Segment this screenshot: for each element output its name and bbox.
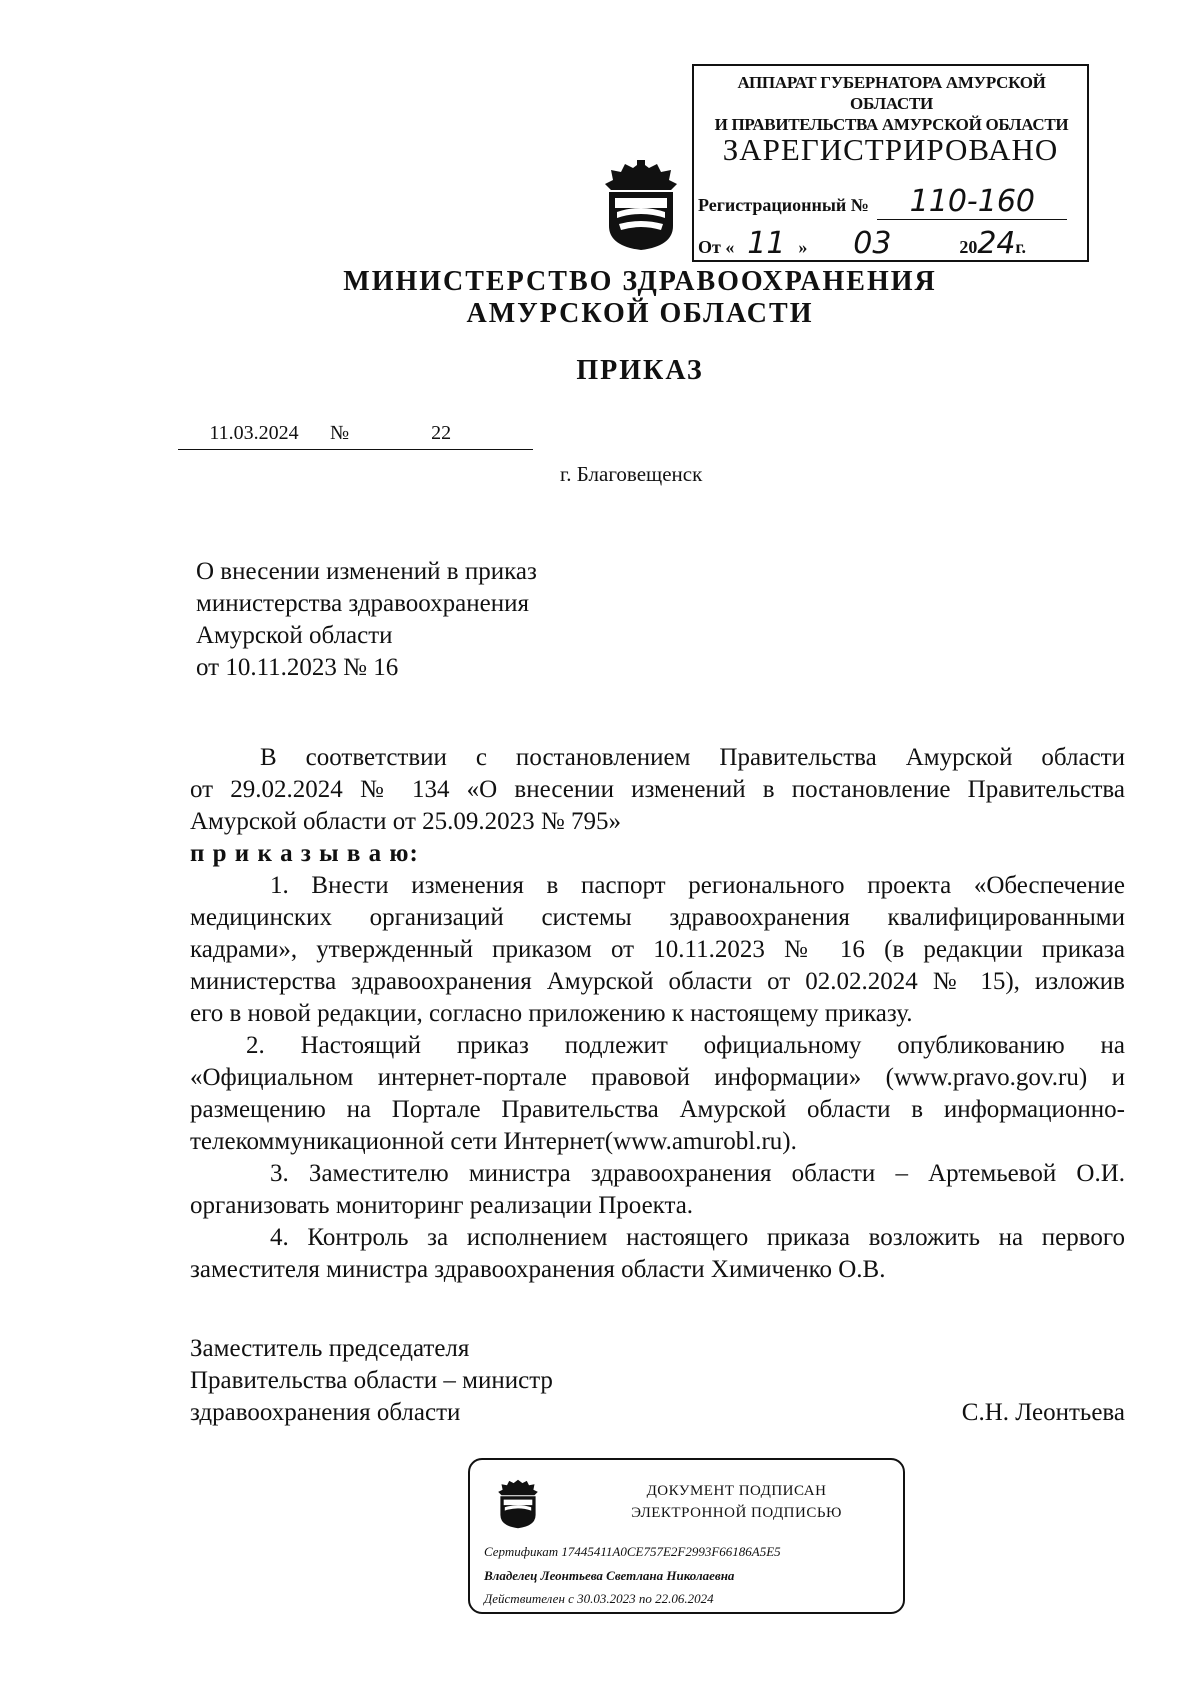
stamp-date-close: » (798, 237, 808, 257)
ministry-name-line2: АМУРСКОЙ ОБЛАСТИ (466, 298, 814, 329)
document-date-number (178, 416, 533, 450)
document-type: ПРИКАЗ (576, 355, 704, 386)
item4-line: 4. Контроль за исполнением настоящего приказа возложить на первого (270, 1224, 1125, 1251)
subject-line: министерства здравоохранения (196, 590, 529, 617)
number-label: № (330, 417, 349, 450)
item2-line: 2. Настоящий приказ подлежит официальному опубликованию на (246, 1032, 1125, 1059)
preamble-line: В соответствии с постановлением Правительства Амурской области (260, 744, 1125, 771)
item2-line: размещению на Портале Правительства Амурской области в информационно- (190, 1096, 1125, 1123)
item2-line: «Официальном интернет-портале правовой информации» (www.pravo.gov.ru) и (190, 1064, 1125, 1091)
esig-owner: Владелец Леонтьева Светлана Николаевна (484, 1568, 735, 1583)
stamp-date-month: 03 (807, 226, 937, 262)
stamp-date-open: От « (698, 237, 735, 257)
document-date: 11.03.2024 (178, 417, 330, 450)
item1-line: министерства здравоохранения Амурской области от 02.02.2024 № 15), изложив (190, 968, 1125, 995)
preamble-line: от 29.02.2024 № 134 «О внесении изменений в постановление Правительства (190, 776, 1125, 803)
coat-of-arms-icon (601, 160, 681, 252)
ministry-name-line1: МИНИСТЕРСТВО ЗДРАВООХРАНЕНИЯ (343, 266, 937, 297)
item2-line: телекоммуникационной сети Интернет(www.amurobl.ru). (190, 1128, 797, 1155)
esig-heading (580, 1480, 893, 1524)
stamp-number-value: 110-160 (877, 184, 1067, 220)
stamp-date-year-prefix: 20 (959, 237, 978, 257)
registration-stamp (692, 64, 1089, 262)
order-word: п р и к а з ы в а ю: (190, 840, 419, 867)
signatory-position-line: Правительства области – министр (190, 1367, 553, 1394)
item3-line: 3. Заместителю министра здравоохранения области – Артемьевой О.И. (270, 1160, 1125, 1187)
coat-of-arms-icon (496, 1476, 540, 1532)
subject-line: от 10.11.2023 № 16 (196, 654, 399, 681)
stamp-org-line2: И ПРАВИТЕЛЬСТВА АМУРСКОЙ ОБЛАСТИ (714, 115, 1069, 134)
stamp-number-label: Регистрационный № (698, 195, 869, 215)
stamp-date-row (698, 226, 1086, 262)
body-text (190, 742, 1125, 1286)
item1-line: его в новой редакции, согласно приложению к настоящему приказу. (190, 1000, 913, 1027)
signatory-position (190, 1333, 710, 1429)
electronic-signature-stamp (468, 1458, 905, 1614)
item4-line: заместителя министра здравоохранения области Химиченко О.В. (190, 1256, 886, 1283)
esig-certificate: Сертификат 17445411A0CE757E2F2993F66186A5E5 (484, 1544, 781, 1559)
subject-block (196, 556, 696, 684)
stamp-org-line1: АППАРАТ ГУБЕРНАТОРА АМУРСКОЙ ОБЛАСТИ (737, 73, 1046, 113)
esig-heading-line2: ЭЛЕКТРОННОЙ ПОДПИСЬЮ (631, 1505, 842, 1521)
document-number: 22 (349, 417, 533, 450)
item1-line: кадрами», утвержденный приказом от 10.11.2023 № 16 (в редакции приказа (190, 936, 1125, 963)
subject-line: О внесении изменений в приказ (196, 558, 537, 585)
item3-line: организовать мониторинг реализации Проекта. (190, 1192, 694, 1219)
stamp-status: ЗАРЕГИСТРИРОВАНО (722, 132, 1059, 167)
esig-heading-line1: ДОКУМЕНТ ПОДПИСАН (646, 1483, 827, 1499)
item1-line: медицинских организаций системы здравоохранения квалифицированными (190, 904, 1125, 931)
document-city: г. Благовещенск (560, 462, 703, 486)
signatory-name: С.Н. Леонтьева (961, 1399, 1125, 1426)
stamp-date-suffix: г. (1015, 237, 1026, 257)
esig-validity: Действителен с 30.03.2023 по 22.06.2024 (484, 1591, 714, 1606)
preamble-line: Амурской области от 25.09.2023 № 795» (190, 808, 621, 835)
item1-line: 1. Внести изменения в паспорт регионального проекта «Обеспечение (270, 872, 1125, 899)
stamp-number-row (698, 184, 1067, 220)
signatory-position-line: здравоохранения области (190, 1399, 461, 1426)
signatory-position-line: Заместитель председателя (190, 1335, 470, 1362)
stamp-date-day: 11 (734, 226, 798, 262)
stamp-organization (702, 72, 1081, 135)
subject-line: Амурской области (196, 622, 393, 649)
stamp-date-year: 24 (977, 226, 1016, 261)
